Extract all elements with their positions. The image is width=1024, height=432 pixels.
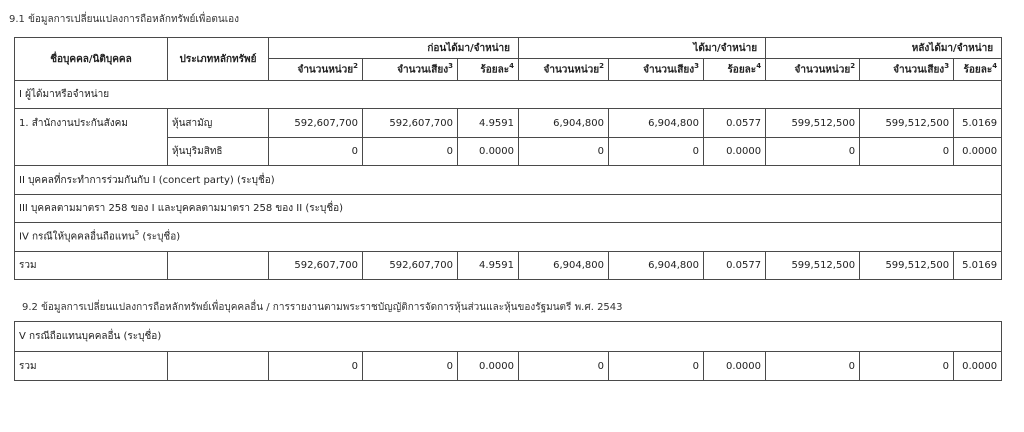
header-acquired: ได้มา/จำหน่าย xyxy=(519,38,766,59)
group-2-label: II บุคคลที่กระทำการร่วมกันกับ I (concert party) (ระบุชื่อ) xyxy=(15,166,1002,195)
security-type-cell: หุ้นสามัญ xyxy=(168,109,269,138)
section-1-title: 9.1 ข้อมูลการเปลี่ยนแปลงการถือหลักทรัพย์เพื่อตนเอง xyxy=(9,14,240,25)
value-cell: 0 xyxy=(363,138,458,166)
group-row-4 xyxy=(15,223,1002,252)
header-person: ชื่อบุคคล/นิติบุคคล xyxy=(15,38,168,81)
header-votes: จำนวนเสียง$^3$ xyxy=(363,59,458,81)
value-cell: 5.0169 xyxy=(954,109,1002,138)
entity-name: 1. สำนักงานประกันสังคม xyxy=(15,109,168,166)
header-security-type: ประเภทหลักทรัพย์ xyxy=(168,38,269,81)
value-cell: 0 xyxy=(363,352,458,381)
holdings-for-others-table xyxy=(14,321,1002,381)
value-cell: 0 xyxy=(519,352,609,381)
header-row-1 xyxy=(15,38,1002,59)
group-row-2 xyxy=(15,166,1002,195)
value-cell: 0 xyxy=(609,138,704,166)
value-cell: 0.0577 xyxy=(704,252,766,280)
value-cell: 0.0000 xyxy=(458,138,519,166)
value-cell: 592,607,700 xyxy=(363,252,458,280)
group-5-label: V กรณีถือแทนบุคคลอื่น (ระบุชื่อ) xyxy=(15,322,1002,352)
value-cell: 599,512,500 xyxy=(766,109,860,138)
group-row-5 xyxy=(15,322,1002,352)
header-units: จำนวนหน่วย$^2$ xyxy=(766,59,860,81)
value-cell: 6,904,800 xyxy=(609,252,704,280)
value-cell: 599,512,500 xyxy=(860,109,954,138)
header-votes: จำนวนเสียง$^3$ xyxy=(609,59,704,81)
value-cell: 0.0000 xyxy=(954,352,1002,381)
header-votes: จำนวนเสียง$^3$ xyxy=(860,59,954,81)
value-cell: 599,512,500 xyxy=(860,252,954,280)
table-row-common xyxy=(15,109,1002,138)
table-row-total xyxy=(15,252,1002,280)
header-percent: ร้อยละ$^4$ xyxy=(458,59,519,81)
group-row-3 xyxy=(15,195,1002,223)
security-type-cell: หุ้นบุริมสิทธิ xyxy=(168,138,269,166)
value-cell: 6,904,800 xyxy=(609,109,704,138)
group-1-label: I ผู้ได้มาหรือจำหน่าย xyxy=(15,81,1002,109)
value-cell: 0 xyxy=(860,138,954,166)
value-cell: 6,904,800 xyxy=(519,252,609,280)
value-cell: 0.0000 xyxy=(954,138,1002,166)
value-cell: 0.0577 xyxy=(704,109,766,138)
header-percent: ร้อยละ$^4$ xyxy=(954,59,1002,81)
value-cell: 0 xyxy=(269,138,363,166)
value-cell: 592,607,700 xyxy=(363,109,458,138)
header-before: ก่อนได้มา/จำหน่าย xyxy=(269,38,519,59)
value-cell: 0 xyxy=(766,352,860,381)
empty-cell xyxy=(168,352,269,381)
table-row-total xyxy=(15,352,1002,381)
holdings-change-table xyxy=(14,37,1002,280)
header-units: จำนวนหน่วย$^2$ xyxy=(519,59,609,81)
value-cell: 0.0000 xyxy=(704,138,766,166)
header-percent: ร้อยละ$^4$ xyxy=(704,59,766,81)
section-2-title: 9.2 ข้อมูลการเปลี่ยนแปลงการถือหลักทรัพย์เพื่อบุคคลอื่น / การรายงานตามพระราชบัญญัติการจัดการหุ้นส่วนและหุ้นของรัฐมนตรี พ.ศ. 2543 xyxy=(22,302,623,313)
value-cell: 592,607,700 xyxy=(269,252,363,280)
value-cell: 5.0169 xyxy=(954,252,1002,280)
value-cell: 6,904,800 xyxy=(519,109,609,138)
value-cell: 0 xyxy=(860,352,954,381)
value-cell: 0 xyxy=(766,138,860,166)
empty-cell xyxy=(168,252,269,280)
header-units: จำนวนหน่วย$^2$ xyxy=(269,59,363,81)
total-label: รวม xyxy=(15,252,168,280)
value-cell: 0 xyxy=(519,138,609,166)
group-3-label: III บุคคลตามมาตรา 258 ของ I และบุคคลตามมาตรา 258 ของ II (ระบุชื่อ) xyxy=(15,195,1002,223)
value-cell: 4.9591 xyxy=(458,109,519,138)
group-4-label: IV กรณีให้บุคคลอื่นถือแทน$^5$ (ระบุชื่อ) xyxy=(15,223,1002,252)
value-cell: 0.0000 xyxy=(458,352,519,381)
value-cell: 0 xyxy=(269,352,363,381)
value-cell: 592,607,700 xyxy=(269,109,363,138)
value-cell: 4.9591 xyxy=(458,252,519,280)
total-label: รวม xyxy=(15,352,168,381)
value-cell: 0 xyxy=(609,352,704,381)
value-cell: 0.0000 xyxy=(704,352,766,381)
group-row-1 xyxy=(15,81,1002,109)
header-after: หลังได้มา/จำหน่าย xyxy=(766,38,1002,59)
value-cell: 599,512,500 xyxy=(766,252,860,280)
